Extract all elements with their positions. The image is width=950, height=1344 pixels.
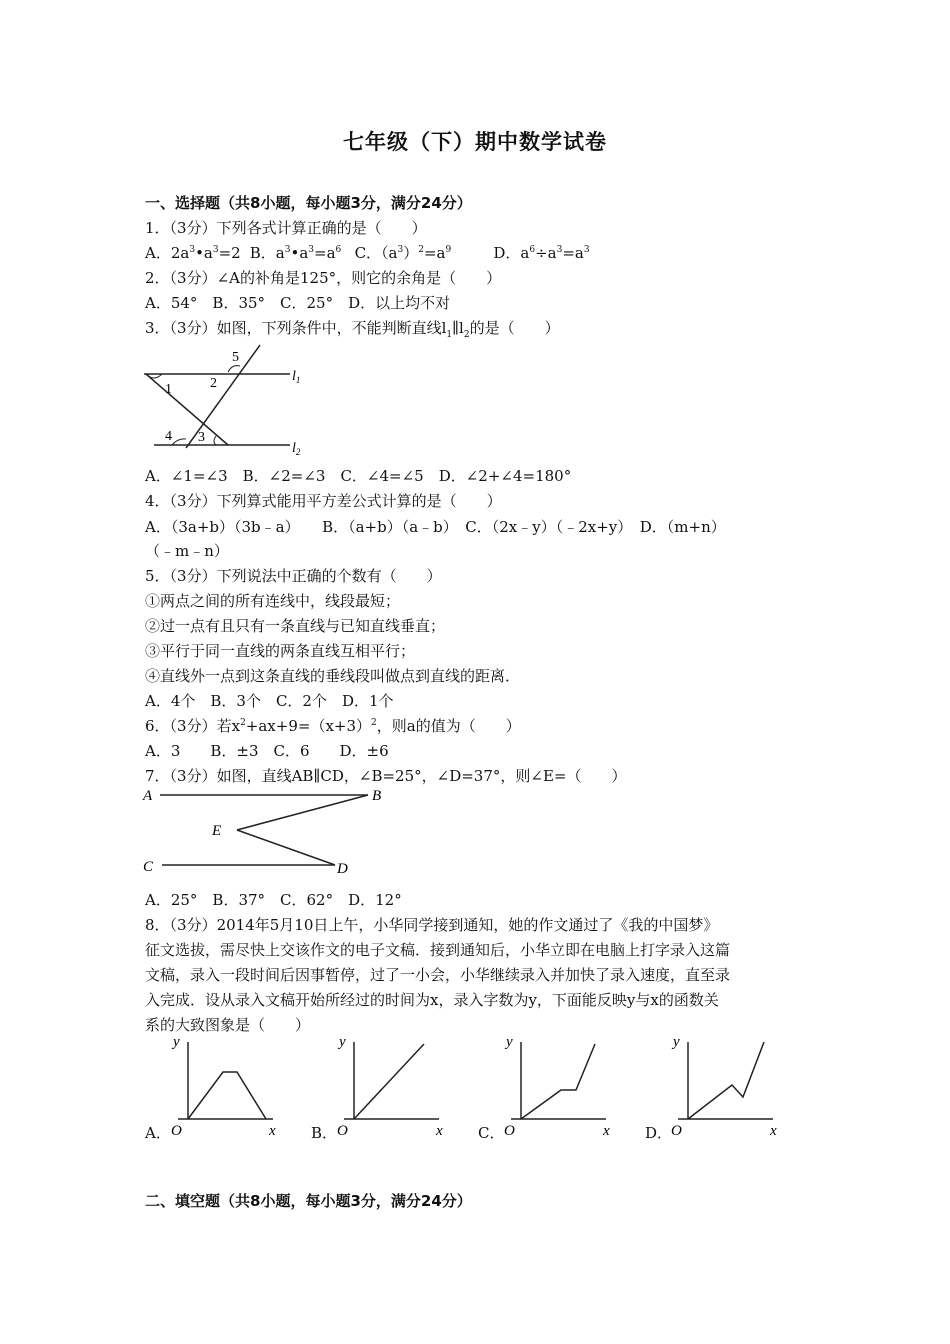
q7-stem: 7．（3分）如图，直线AB∥CD，∠B=25°，∠D=37°，则∠E=（ ） <box>145 767 627 785</box>
q3-figure <box>140 342 315 462</box>
graph-d-y-label: y <box>673 1034 680 1050</box>
q2-stem: 2．（3分）∠A的补角是125°，则它的余角是（ ） <box>145 269 502 287</box>
graph-d <box>671 1034 777 1139</box>
graph-b <box>337 1034 443 1139</box>
q1-option-c: C．$(a^3)^2=a^9$ <box>354 244 452 262</box>
graph-b-label: B． <box>311 1124 338 1142</box>
q2-options: A．54° B．35° C．25° D．以上均不对 <box>145 294 451 312</box>
q1-options <box>145 243 590 263</box>
label-c: C <box>143 859 154 875</box>
label-l1: $l_1$ <box>292 369 301 385</box>
label-e: E <box>212 823 222 839</box>
label-1: 1 <box>165 382 172 397</box>
angle-arc-5 <box>228 366 240 372</box>
q5-item-1: ①两点之间的所有连线中，线段最短； <box>145 592 401 610</box>
line-ed <box>237 830 335 865</box>
graph-c-o-label: O <box>504 1123 515 1139</box>
q5-item-2: ②过一点有且只有一条直线与已知直线垂直； <box>145 617 446 635</box>
label-l2: $l_2$ <box>292 441 301 457</box>
q5-options: A．4个 B．3个 C．2个 D．1个 <box>145 692 394 710</box>
q8-line-4: 入完成．设从录入文稿开始所经过的时间为x，录入字数为y，下面能反映y与x的函数关 <box>145 991 719 1009</box>
graph-a <box>171 1034 276 1139</box>
graph-b-y-label: y <box>339 1034 346 1050</box>
q1-stem: 1．（3分）下列各式计算正确的是（ ） <box>145 219 427 237</box>
graph-a-o-label: O <box>171 1123 182 1139</box>
graph-d-curve <box>688 1042 764 1119</box>
label-4: 4 <box>165 429 172 444</box>
q8-line-1: 8．（3分）2014年5月10日上午，小华同学接到通知，她的作文通过了《我的中国梦》 <box>145 916 719 934</box>
line-be <box>237 795 368 830</box>
graph-a-x-label: x <box>269 1123 276 1139</box>
q5-stem: 5．（3分）下列说法中正确的个数有（ ） <box>145 567 442 585</box>
label-a: A <box>143 788 153 804</box>
q4-options-line2: （﹣m﹣n） <box>145 542 229 560</box>
q8-line-3: 文稿，录入一段时间后因事暂停，过了一小会，小华继续录入并加快了录入速度，直至录 <box>145 966 731 984</box>
q8-line-5: 系的大致图象是（ ） <box>145 1016 311 1034</box>
q4-stem: 4．（3分）下列算式能用平方差公式计算的是（ ） <box>145 492 502 510</box>
q8-line-2: 征文选拔，需尽快上交该作文的电子文稿．接到通知后，小华立即在电脑上打字录入这篇 <box>145 941 731 959</box>
section-2-heading: 二、填空题（共8小题，每小题3分，满分24分） <box>145 1192 472 1210</box>
label-3: 3 <box>198 430 205 445</box>
q6-stem: 6．（3分）若$x^2+ax+9=(x+3)^2$，则a的值为（ ） <box>145 717 521 735</box>
graph-b-curve <box>354 1044 424 1119</box>
page-title: 七年级（下）期中数学试卷 <box>343 130 607 154</box>
q3-stem: 3．（3分）如图，下列条件中，不能判断直线$l_1\parallel l_2$的是（ ） <box>145 319 560 340</box>
label-5: 5 <box>232 350 239 365</box>
q1-option-b: B．$a^3•a^3=a^6$ <box>249 244 342 262</box>
graph-b-x-label: x <box>436 1123 443 1139</box>
q7-options: A．25° B．37° C．62° D．12° <box>145 891 402 909</box>
label-2: 2 <box>210 376 217 391</box>
q1-option-a: A．$2a^3•a^3=2$ <box>145 244 241 262</box>
graph-c-label: C． <box>478 1124 505 1142</box>
graph-d-x-label: x <box>770 1123 777 1139</box>
graph-a-y-label: y <box>173 1034 180 1050</box>
graph-c-curve <box>521 1044 595 1119</box>
q1-option-d: D．$a^6\div a^3=a^3$ <box>493 244 590 262</box>
graph-c-x-label: x <box>603 1123 610 1139</box>
graph-d-o-label: O <box>671 1123 682 1139</box>
angle-arc-3 <box>214 436 216 445</box>
graph-d-label: D． <box>645 1124 673 1142</box>
graph-c <box>504 1034 610 1139</box>
q5-item-3: ③平行于同一直线的两条直线互相平行； <box>145 642 416 660</box>
graph-b-o-label: O <box>337 1123 348 1139</box>
section-1-heading: 一、选择题（共8小题，每小题3分，满分24分） <box>145 194 472 212</box>
label-b: B <box>372 788 382 804</box>
q4-options-line1: A．（3a+b）（3b﹣a） B．（a+b）（a﹣b） C．（2x﹣y）（﹣2x+y） D．（m+n） <box>145 518 726 536</box>
q3-options: A．∠1=∠3 B．∠2=∠3 C．∠4=∠5 D．∠2+∠4=180° <box>145 467 572 485</box>
graph-a-label: A． <box>145 1124 171 1142</box>
label-d: D <box>337 861 348 877</box>
angle-arc-4 <box>172 439 186 445</box>
graph-a-curve <box>188 1072 266 1119</box>
q8-graphs <box>140 1030 800 1145</box>
q5-item-4: ④直线外一点到这条直线的垂线段叫做点到直线的距离． <box>145 667 521 685</box>
q6-options: A．3 B．±3 C．6 D．±6 <box>145 742 389 760</box>
q7-figure <box>140 786 382 880</box>
graph-c-y-label: y <box>506 1034 513 1050</box>
